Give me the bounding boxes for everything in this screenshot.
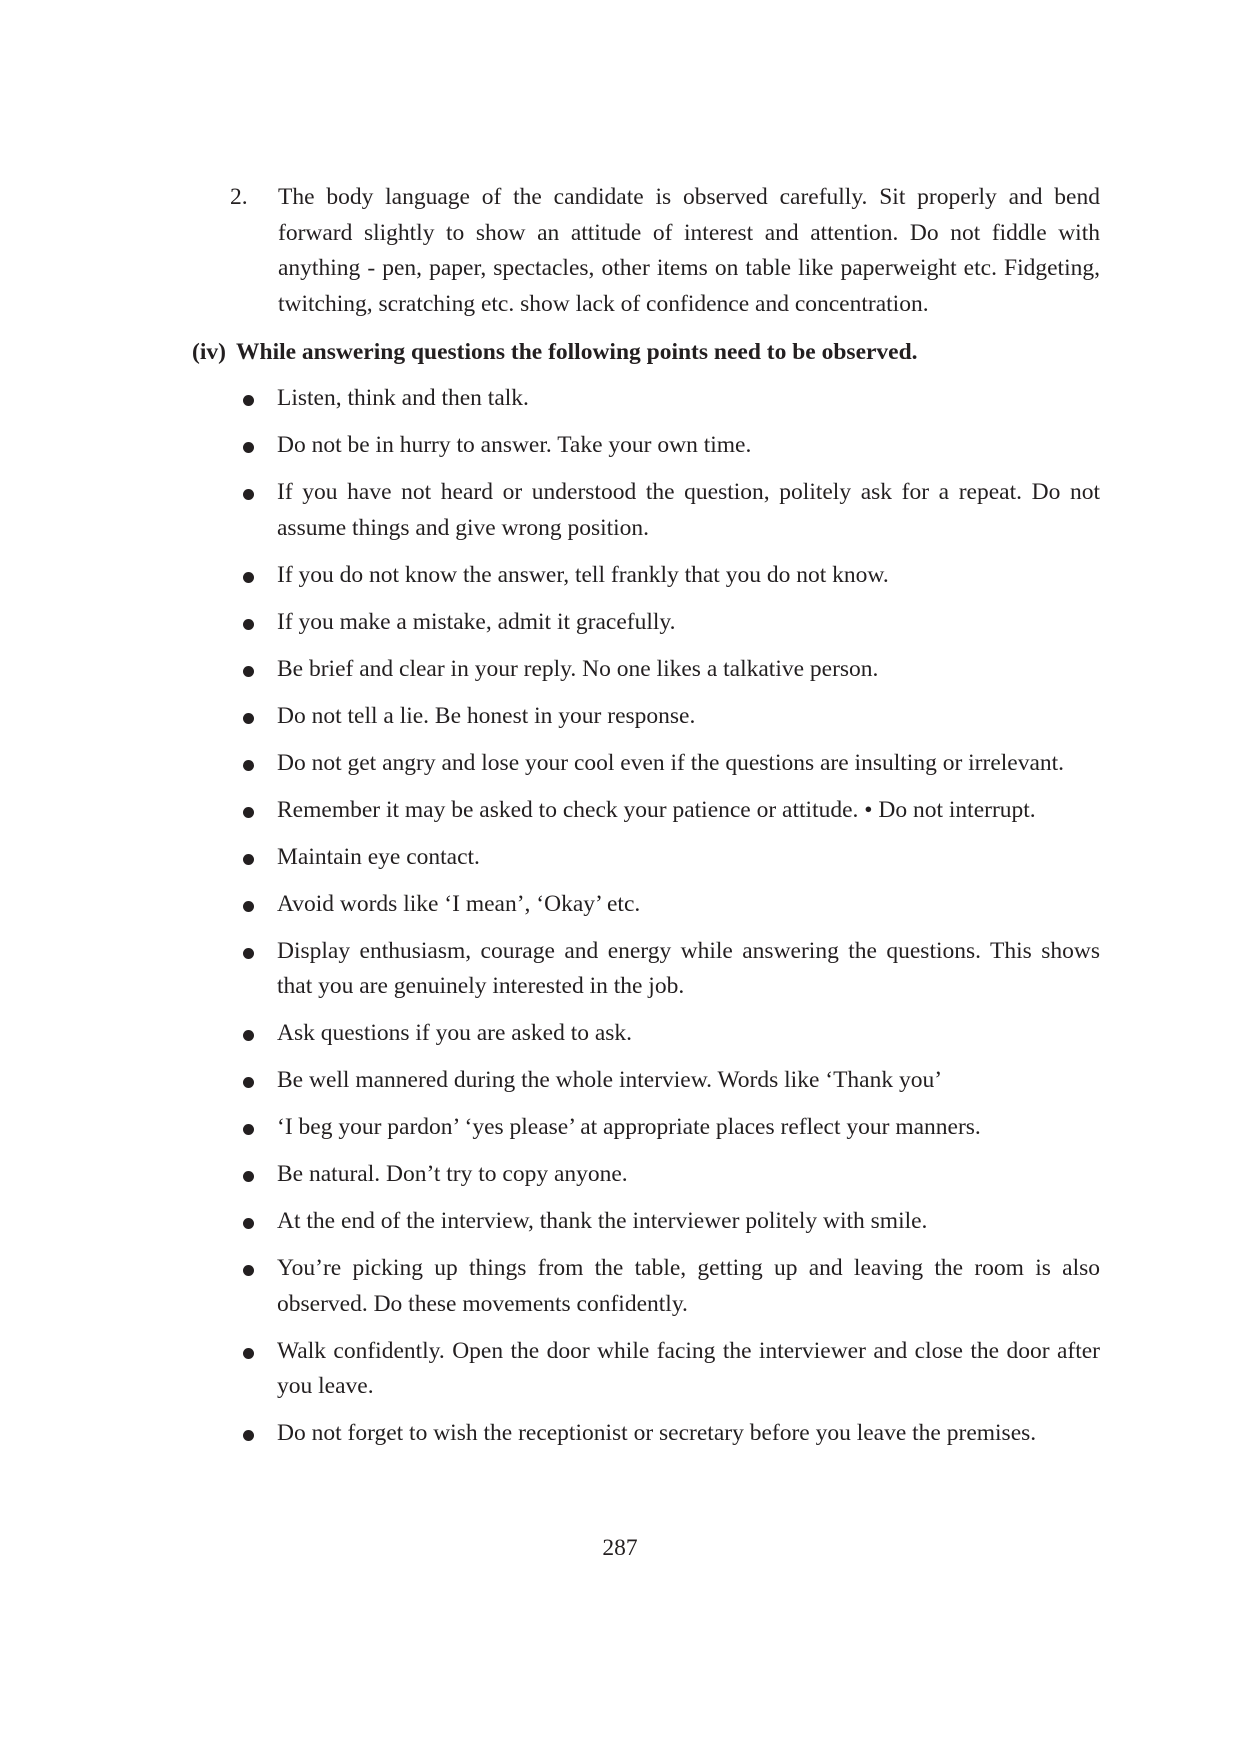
list-item bbox=[240, 840, 1100, 876]
list-item-text: Listen, think and then talk. bbox=[277, 385, 529, 411]
list-item bbox=[240, 605, 1100, 641]
list-item bbox=[240, 1204, 1100, 1240]
list-item-text: Be well mannered during the whole interview. Words like ‘Thank you’ bbox=[277, 1067, 943, 1093]
list-item bbox=[240, 1157, 1100, 1193]
list-item-text: Display enthusiasm, courage and energy while answering the questions. This shows that you are genuinely interested in the job. bbox=[277, 937, 1100, 999]
page-number: 287 bbox=[602, 1535, 638, 1561]
bullet-icon bbox=[243, 1124, 254, 1135]
list-item-text: At the end of the interview, thank the interviewer politely with smile. bbox=[277, 1208, 928, 1234]
list-item-text: If you have not heard or understood the question, politely ask for a repeat. Do not assume things and give wrong position. bbox=[277, 479, 1100, 541]
list-item bbox=[240, 558, 1100, 594]
list-item bbox=[240, 475, 1100, 546]
list-item-text: Do not forget to wish the receptionist or secretary before you leave the premises. bbox=[277, 1420, 1037, 1446]
bullet-icon bbox=[243, 1218, 254, 1229]
bullet-icon bbox=[243, 713, 254, 724]
bullet-icon bbox=[243, 948, 254, 959]
numbered-item-2 bbox=[230, 180, 1100, 322]
bullet-icon bbox=[243, 395, 254, 406]
bullet-icon bbox=[243, 807, 254, 818]
section-marker: (iv) bbox=[192, 339, 226, 365]
list-item-text: ‘I beg your pardon’ ‘yes please’ at appropriate places reflect your manners. bbox=[277, 1114, 981, 1140]
list-item bbox=[240, 1016, 1100, 1052]
list-item-text: Ask questions if you are asked to ask. bbox=[277, 1020, 633, 1046]
list-item-text: Do not get angry and lose your cool even if the questions are insulting or irrelevant. bbox=[277, 749, 1065, 776]
bullet-icon bbox=[243, 1265, 254, 1276]
item-number: 2. bbox=[230, 184, 248, 210]
list-item bbox=[240, 699, 1100, 735]
list-item bbox=[240, 934, 1100, 1005]
list-item bbox=[240, 381, 1100, 417]
list-item bbox=[240, 793, 1100, 829]
list-item-text: Maintain eye contact. bbox=[277, 843, 480, 870]
item-text: The body language of the candidate is observed carefully. Sit properly and bend forward slightly to show an attitude of interest and attention. Do not fiddle with anything - pen, paper, spectacles, other items on table like paperweight etc. Fidgeting, twitching, scratching etc. show lack of confidence and concentration. bbox=[278, 184, 1100, 317]
bullet-icon bbox=[243, 666, 254, 677]
list-item-text: You’re picking up things from the table, getting up and leaving the room is also observed. Do these movements confidently. bbox=[277, 1255, 1100, 1317]
list-item bbox=[240, 1110, 1100, 1146]
bullet-icon bbox=[243, 1348, 254, 1359]
list-item-text: Do not be in hurry to answer. Take your own time. bbox=[277, 432, 752, 458]
bullet-icon bbox=[243, 854, 254, 865]
bullet-icon bbox=[243, 1030, 254, 1041]
list-item bbox=[240, 1334, 1100, 1405]
section-heading-text: While answering questions the following points need to be observed. bbox=[236, 339, 918, 365]
list-item-text: Do not tell a lie. Be honest in your response. bbox=[277, 702, 696, 729]
bullet-icon bbox=[243, 760, 254, 771]
list-item-text: Avoid words like ‘I mean’, ‘Okay’ etc. bbox=[277, 890, 641, 917]
list-item bbox=[240, 652, 1100, 688]
bullet-icon bbox=[243, 442, 254, 453]
list-item bbox=[240, 746, 1100, 782]
section-heading bbox=[192, 335, 1100, 370]
bullet-icon bbox=[243, 1430, 254, 1441]
list-item-text: Be natural. Don’t try to copy anyone. bbox=[277, 1161, 628, 1187]
list-item bbox=[240, 1416, 1100, 1452]
bullet-icon bbox=[243, 1171, 254, 1182]
list-item bbox=[240, 1251, 1100, 1322]
bullet-icon bbox=[243, 489, 254, 500]
list-item-text: Be brief and clear in your reply. No one likes a talkative person. bbox=[277, 655, 879, 682]
bullet-icon bbox=[243, 572, 254, 583]
list-item-text: If you make a mistake, admit it gracefully. bbox=[277, 608, 676, 635]
list-item bbox=[240, 887, 1100, 923]
list-item bbox=[240, 1063, 1100, 1099]
bullet-icon bbox=[243, 1077, 254, 1088]
list-item-text: If you do not know the answer, tell frankly that you do not know. bbox=[277, 561, 889, 588]
bullet-icon bbox=[243, 619, 254, 630]
list-item bbox=[240, 428, 1100, 464]
list-item-text: Walk confidently. Open the door while facing the interviewer and close the door after you leave. bbox=[277, 1337, 1100, 1399]
bullet-list bbox=[240, 381, 1100, 1463]
list-item-text: Remember it may be asked to check your patience or attitude. • Do not interrupt. bbox=[277, 796, 1036, 823]
bullet-icon bbox=[243, 901, 254, 912]
